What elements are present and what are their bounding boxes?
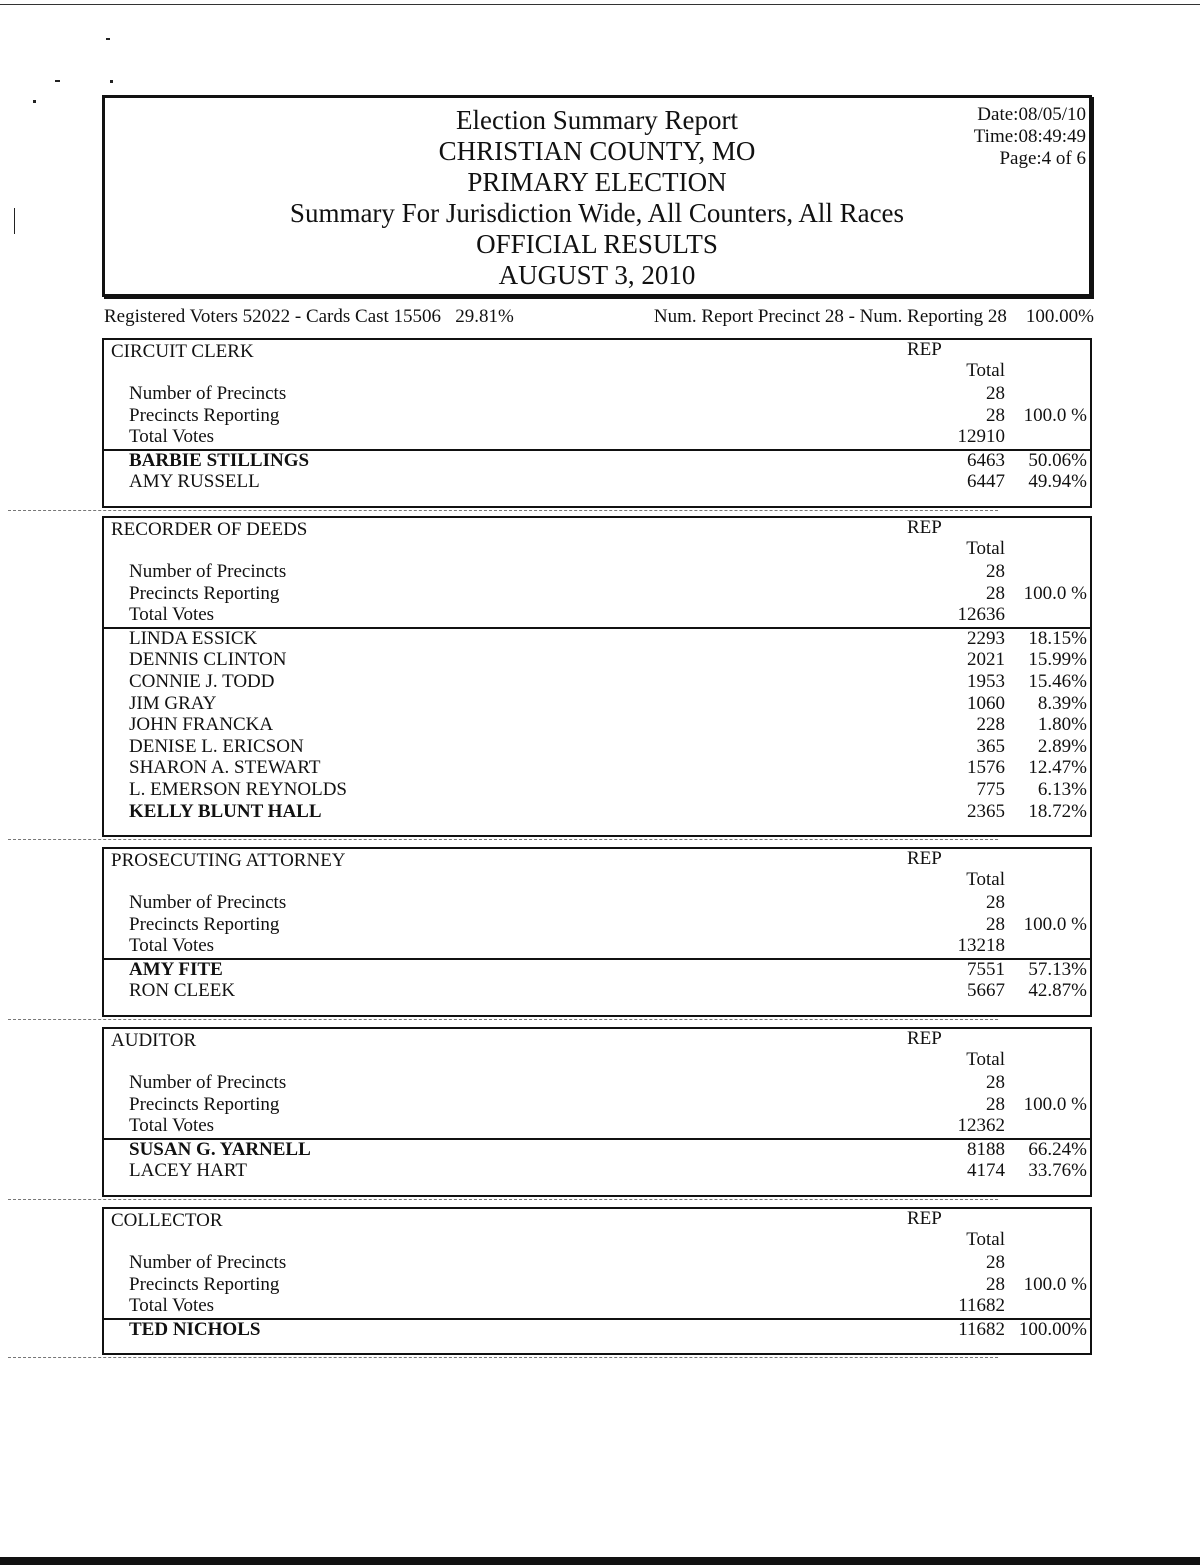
row-label: Number of Precincts — [129, 1072, 287, 1093]
precincts-reporting-row — [104, 1274, 1090, 1296]
candidate-votes: 775 — [976, 779, 1005, 800]
row-percent: 100.0 % — [1023, 913, 1087, 935]
scan-speck — [14, 208, 15, 234]
report-time: Time:08:49:49 — [973, 126, 1086, 147]
candidate-name: LACEY HART — [129, 1160, 247, 1182]
candidate-row — [104, 649, 1090, 671]
candidate-percent: 12.47% — [1028, 757, 1087, 779]
candidate-name: BARBIE STILLINGS — [129, 449, 310, 471]
summary-scope: Summary For Jurisdiction Wide, All Counters, All Races — [289, 198, 905, 228]
scan-dash-line — [8, 1199, 998, 1200]
candidate-row — [104, 980, 1090, 1002]
candidate-percent: 49.94% — [1028, 471, 1087, 493]
candidate-percent: 18.72% — [1028, 800, 1087, 822]
county-name: CHRISTIAN COUNTY, MO — [438, 136, 756, 166]
candidate-percent: 15.46% — [1028, 671, 1087, 692]
candidate-votes: 6463 — [967, 449, 1005, 471]
race-title: RECORDER OF DEEDS — [111, 519, 308, 540]
candidate-votes: 2293 — [967, 627, 1005, 649]
candidate-percent: 2.89% — [1037, 735, 1087, 757]
race-section — [102, 1207, 1092, 1355]
candidate-row — [104, 1319, 1090, 1341]
candidate-votes: 1576 — [967, 757, 1005, 779]
candidate-votes: 7551 — [967, 958, 1005, 980]
report-title-block — [105, 105, 1089, 291]
row-percent: 100.0 % — [1023, 1093, 1087, 1115]
row-value: 28 — [986, 913, 1005, 935]
row-value: 12636 — [957, 604, 1005, 626]
race-section — [102, 338, 1092, 508]
candidate-percent: 50.06% — [1028, 449, 1087, 471]
scan-dash-line — [8, 510, 998, 511]
row-value: 28 — [986, 1252, 1005, 1273]
scan-edge-bar — [0, 1557, 1200, 1565]
party-label: REP — [907, 339, 942, 360]
report-header — [102, 95, 1092, 297]
race-title: PROSECUTING ATTORNEY — [111, 850, 346, 871]
row-value: 28 — [986, 892, 1005, 913]
total-votes-row — [104, 604, 1090, 626]
candidate-name: KELLY BLUNT HALL — [129, 800, 322, 822]
race-title: CIRCUIT CLERK — [111, 341, 254, 362]
scan-dash-line — [8, 1019, 998, 1020]
row-label: Number of Precincts — [129, 561, 287, 582]
precincts-reporting-row — [104, 1094, 1090, 1116]
candidate-name: DENNIS CLINTON — [129, 649, 287, 671]
candidate-votes: 228 — [976, 714, 1005, 736]
party-label: REP — [907, 848, 942, 869]
number-of-precincts-row — [104, 892, 1090, 914]
candidate-votes: 5667 — [967, 980, 1005, 1002]
total-column-header: Total — [966, 360, 1005, 381]
total-column-header: Total — [966, 1229, 1005, 1250]
total-column-header: Total — [966, 869, 1005, 890]
party-label: REP — [907, 517, 942, 538]
precincts-reporting-row — [104, 914, 1090, 936]
candidate-votes: 2021 — [967, 649, 1005, 671]
row-value: 28 — [986, 1072, 1005, 1093]
election-type: PRIMARY ELECTION — [467, 167, 727, 197]
total-column-header: Total — [966, 1049, 1005, 1070]
turnout-summary — [104, 305, 1094, 329]
candidate-name: JIM GRAY — [129, 692, 217, 714]
scan-speck — [33, 100, 36, 103]
row-value: 13218 — [957, 935, 1005, 957]
candidate-name: LINDA ESSICK — [129, 627, 258, 649]
candidate-name: DENISE L. ERICSON — [129, 735, 304, 757]
candidate-name: AMY RUSSELL — [129, 471, 260, 493]
scan-dash-line — [8, 1357, 998, 1358]
candidate-votes: 11682 — [958, 1318, 1005, 1340]
party-label: REP — [907, 1028, 942, 1049]
row-value: 28 — [986, 404, 1005, 426]
number-of-precincts-row — [104, 561, 1090, 583]
candidate-row — [104, 693, 1090, 715]
row-label: Total Votes — [129, 935, 215, 957]
candidate-name: CONNIE J. TODD — [129, 671, 275, 692]
row-label: Precincts Reporting — [129, 404, 280, 426]
results-status: OFFICIAL RESULTS — [476, 229, 718, 259]
election-date: AUGUST 3, 2010 — [498, 260, 696, 290]
candidate-percent: 8.39% — [1037, 692, 1087, 714]
candidate-row — [104, 450, 1090, 472]
candidate-row — [104, 959, 1090, 981]
row-label: Total Votes — [129, 604, 215, 626]
candidate-votes: 1060 — [967, 692, 1005, 714]
candidate-percent: 57.13% — [1028, 958, 1087, 980]
candidate-name: AMY FITE — [129, 958, 223, 980]
scan-speck — [55, 80, 60, 82]
row-percent: 100.0 % — [1023, 404, 1087, 426]
race-section — [102, 847, 1092, 1017]
row-label: Precincts Reporting — [129, 913, 280, 935]
candidate-name: TED NICHOLS — [129, 1318, 261, 1340]
page-number: Page:4 of 6 — [999, 148, 1086, 169]
report-meta — [974, 104, 1086, 170]
candidate-votes: 4174 — [967, 1160, 1005, 1182]
row-value: 11682 — [958, 1295, 1005, 1317]
row-value: 12362 — [957, 1115, 1005, 1137]
scan-dash-line — [8, 839, 998, 840]
row-value: 12910 — [957, 426, 1005, 448]
number-of-precincts-row — [104, 1252, 1090, 1274]
row-value: 28 — [986, 1093, 1005, 1115]
number-of-precincts-row — [104, 383, 1090, 405]
candidate-row — [104, 471, 1090, 493]
row-label: Precincts Reporting — [129, 1093, 280, 1115]
row-percent: 100.0 % — [1023, 1273, 1087, 1295]
total-votes-row — [104, 426, 1090, 448]
candidate-name: L. EMERSON REYNOLDS — [129, 779, 347, 800]
row-value: 28 — [986, 561, 1005, 582]
candidate-percent: 18.15% — [1028, 627, 1087, 649]
candidate-percent: 33.76% — [1028, 1160, 1087, 1182]
candidate-row — [104, 757, 1090, 779]
race-title: AUDITOR — [111, 1030, 197, 1051]
row-label: Total Votes — [129, 426, 215, 448]
precincts-reporting-row — [104, 405, 1090, 427]
candidate-row — [104, 628, 1090, 650]
candidate-name: SUSAN G. YARNELL — [129, 1138, 311, 1160]
candidate-row — [104, 1139, 1090, 1161]
row-label: Number of Precincts — [129, 1252, 287, 1273]
candidate-percent: 1.80% — [1037, 714, 1087, 736]
row-label: Precincts Reporting — [129, 582, 280, 604]
candidate-percent: 100.00% — [1018, 1318, 1087, 1340]
row-label: Number of Precincts — [129, 892, 287, 913]
candidate-votes: 1953 — [967, 671, 1005, 692]
candidate-row — [104, 779, 1090, 801]
candidate-row — [104, 1160, 1090, 1182]
candidate-votes: 2365 — [967, 800, 1005, 822]
report-title: Election Summary Report — [456, 105, 738, 135]
scan-speck — [110, 80, 113, 83]
candidate-row — [104, 801, 1090, 823]
candidate-votes: 6447 — [967, 471, 1005, 493]
row-value: 28 — [986, 582, 1005, 604]
report-date: Date:08/05/10 — [977, 104, 1086, 125]
row-percent: 100.0 % — [1023, 582, 1087, 604]
party-label: REP — [907, 1208, 942, 1229]
candidate-votes: 365 — [976, 735, 1005, 757]
row-label: Precincts Reporting — [129, 1273, 280, 1295]
row-label: Number of Precincts — [129, 383, 287, 404]
candidate-percent: 66.24% — [1028, 1138, 1087, 1160]
precinct-reporting-summary: Num. Report Precinct 28 - Num. Reporting 28 100.00% — [653, 306, 1094, 327]
candidate-percent: 15.99% — [1028, 649, 1087, 671]
total-votes-row — [104, 1295, 1090, 1317]
candidate-votes: 8188 — [967, 1138, 1005, 1160]
candidate-row — [104, 736, 1090, 758]
precincts-reporting-row — [104, 583, 1090, 605]
scan-edge-line — [0, 4, 1200, 5]
candidate-name: SHARON A. STEWART — [129, 757, 321, 779]
race-section — [102, 516, 1092, 837]
candidate-percent: 6.13% — [1037, 779, 1087, 800]
row-label: Total Votes — [129, 1115, 215, 1137]
total-column-header: Total — [966, 538, 1005, 559]
number-of-precincts-row — [104, 1072, 1090, 1094]
race-title: COLLECTOR — [111, 1210, 223, 1231]
total-votes-row — [104, 1115, 1090, 1137]
total-votes-row — [104, 935, 1090, 957]
candidate-percent: 42.87% — [1028, 980, 1087, 1002]
row-value: 28 — [986, 1273, 1005, 1295]
candidate-row — [104, 714, 1090, 736]
row-value: 28 — [986, 383, 1005, 404]
candidate-row — [104, 671, 1090, 693]
row-label: Total Votes — [129, 1295, 215, 1317]
race-section — [102, 1027, 1092, 1197]
candidate-name: JOHN FRANCKA — [129, 714, 274, 736]
scan-speck — [106, 38, 110, 40]
candidate-name: RON CLEEK — [129, 980, 236, 1002]
registered-voters-summary: Registered Voters 52022 - Cards Cast 15506 29.81% — [104, 306, 514, 327]
